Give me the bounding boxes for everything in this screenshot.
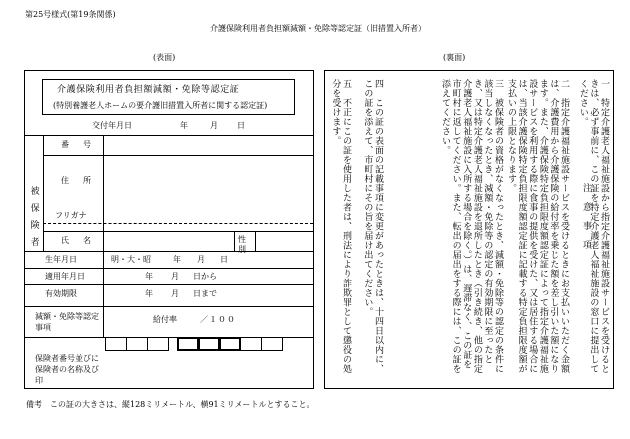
notice-item-1: 一 特定介護老人福祉施設から指定介護福祉施設サービスを受けるときは、必ず事前に、この証を特定介護老人福祉施設の窓口に提出してください。 bbox=[577, 79, 609, 374]
issue-year: 年 bbox=[180, 121, 188, 130]
insurer-number-digit bbox=[147, 337, 169, 351]
insurer-number-digit bbox=[126, 337, 148, 351]
issue-month: 月 bbox=[210, 121, 218, 130]
apply-month: 月 bbox=[171, 272, 179, 281]
insurer-number-digit bbox=[198, 337, 220, 351]
card-title: 介護保険利用者負担額減額・免除等認定証 bbox=[57, 85, 240, 95]
valid-to: 日まで bbox=[193, 289, 217, 298]
insurer-number-digit bbox=[219, 337, 241, 351]
birth-day: 日 bbox=[220, 255, 228, 264]
insurer-number-digit bbox=[261, 337, 283, 351]
name-label: 氏 名 bbox=[61, 236, 94, 245]
birthdate-label: 生年月日 bbox=[45, 255, 77, 264]
notice-heading: 注意事項 bbox=[581, 183, 591, 259]
valid-until-label: 有効期限 bbox=[45, 289, 77, 298]
valid-year: 年 bbox=[145, 289, 153, 298]
reduction-label: 減額・免除等認定事項 bbox=[35, 312, 99, 332]
notice-item-3: 三 被保険者の資格がなくなったとき、減額・免除等の認定の条件に該当しなくなったとき、減額・免除等の認定の有効期限に至ったとき、又は特定介護老人福祉施設を退所したとき（引き続き、他の指定介護老人福祉施設に入所する場合を除く。）は、遅滞なく、この証を市町村に返してください。また、転出の届出をする際には、この証を添えてください。 bbox=[440, 79, 503, 374]
back-side-label: (裏面) bbox=[443, 53, 466, 62]
card-subtitle: (特別養護老人ホームの要介護旧措置入所者に関する認定証) bbox=[53, 101, 268, 110]
valid-month: 月 bbox=[171, 289, 179, 298]
insured-person-side-label: 被保険者 bbox=[28, 186, 39, 254]
furigana-label: フリガナ bbox=[55, 211, 87, 220]
document-title: 介護保険利用者負担額減額・免除等認定証（旧措置入所者） bbox=[210, 24, 426, 33]
sex-label: 性別 bbox=[238, 235, 246, 254]
birth-month: 月 bbox=[197, 255, 205, 264]
apply-from: 日から bbox=[193, 272, 217, 281]
footer-note: 備考 この証の大きさは、縦128ミリメートル、横91ミリメートルとすること。 bbox=[26, 400, 315, 409]
benefit-rate-label: 給付率 bbox=[153, 315, 177, 324]
form-number: 第25号様式(第19条関係) bbox=[25, 10, 116, 19]
era-options: 明・大・昭 bbox=[111, 255, 151, 264]
insurer-label: 保険者番号並びに保険者の名称及び印 bbox=[35, 354, 99, 385]
front-side-label: (表面) bbox=[153, 53, 176, 62]
notice-item-5: 五 不正にこの証を使用した者は、刑法により詐欺罪として懲役の処分を受けます。 bbox=[330, 79, 351, 374]
back-card bbox=[324, 70, 614, 389]
insurer-number-digit bbox=[240, 337, 262, 351]
issue-date-label: 交付年月日 bbox=[92, 121, 132, 130]
notice-item-4: 四 この証の表面の記載事項に変更があったときは、十四日以内に、この証を添えて、市町村にその旨を届け出てください。 bbox=[362, 79, 383, 374]
issue-day: 日 bbox=[237, 121, 245, 130]
card-title-box bbox=[42, 79, 295, 115]
address-label: 住 所 bbox=[61, 176, 94, 185]
insurer-number-digit bbox=[105, 337, 127, 351]
front-card bbox=[24, 70, 314, 389]
apply-year: 年 bbox=[145, 272, 153, 281]
benefit-rate-value: ／１００ bbox=[200, 315, 236, 324]
notice-item-2: 二 指定介護福祉施設サービスを受けるときにお支払いいただく金額は、介護費用から介護保険の給付率を乗じた額を差し引いた額になります。また、介護保険特定負担限度額認定証によって指定介護福祉施設サービスを利用する際に食事の提供を受けた、又は居住する場合には、当該介護保険特定負担限度額認定証に記載する特定負担限度額が支払いの上限となります。 bbox=[506, 79, 569, 374]
number-label: 番 号 bbox=[61, 140, 94, 149]
apply-date-label: 適用年月日 bbox=[45, 272, 85, 281]
insurer-number-digit bbox=[177, 337, 199, 351]
birth-year: 年 bbox=[173, 255, 181, 264]
